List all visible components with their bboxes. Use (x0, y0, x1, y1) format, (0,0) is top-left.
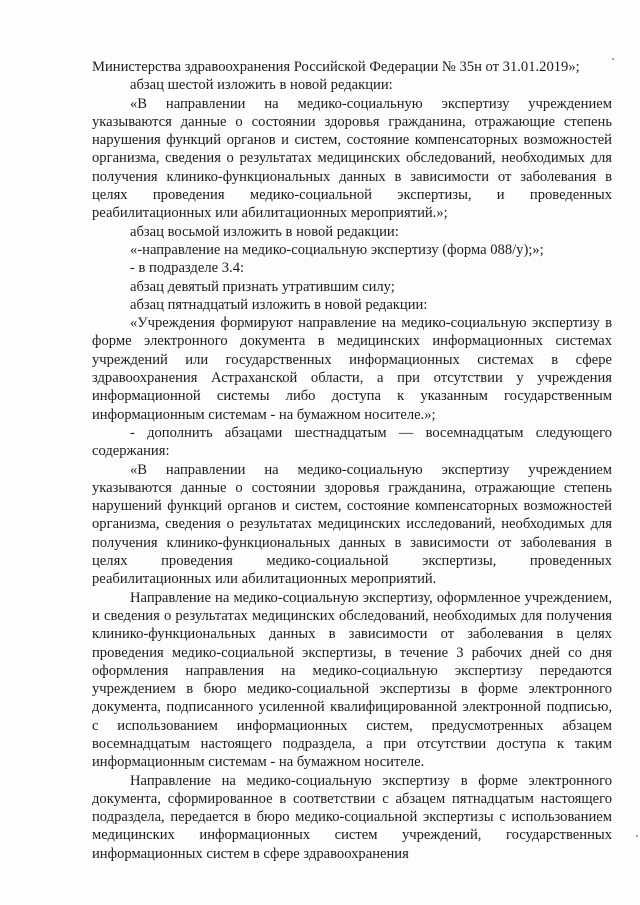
paragraph: Направление на медико-социальную экспертизу, оформленное учреждением, и сведения о результатах медицинских обследований, необходимых для получения клинико-функциональных данных в зависимости от заболевания в целях проведения медико-социальной экспертизы, в течение 3 рабочих дней со дня оформления направления на медико-социальную экспертизу передаются учреждением в бюро медико-социальной экспертизы в форме электронного документа, подписанного усиленной квалифицированной электронной подписью, с использованием информационных систем, предусмотренных абзацем восемнадцатым настоящего подраздела, а при отсутствии доступа к таким информационным системам - на бумажном носителе. (92, 589, 612, 771)
scan-speck (612, 58, 614, 60)
paragraph: абзац шестой изложить в новой редакции: (130, 77, 393, 94)
paragraph: «Учреждения формируют направление на медико-социальную экспертизу в форме электронного документа в медицинских информационных системах учреждений или государственных информационных системах в сфере здравоохранения Астраханской области, а при отсутствии у учреждения информационной системы либо доступа к указанным государственным информационным системам - на бумажном носителе.»; (92, 315, 612, 423)
paragraph: «В направлении на медико-социальную экспертизу учреждением указываются данные о состоянии здоровья гражданина, отражающие степень нарушения функций органов и систем, состояние компенсаторных возможностей организма, сведения о результатах медицинских обследований, необходимых для получения клинико-функциональных данных в зависимости от заболевания в целях проведения медико-социальной экспертизы, и проведенных реабилитационных или абилитационных мероприятий.»; (92, 95, 612, 222)
paragraph: «В направлении на медико-социальную экспертизу учреждением указываются данные о состоянии здоровья гражданина, отражающие степень нарушений функций органов и систем, состояние компенсаторных возможностей организма, сведения о результатах медицинских исследований, необходимых для получения клинико-функциональных данных в зависимости от заболевания в целях проведения медико-социальной экспертизы, проведенных реабилитационных или абилитационных мероприятий. (92, 461, 612, 588)
paragraph: Направление на медико-социальную экспертизу в форме электронного документа, сформированное в соответствии с абзацем пятнадцатым настоящего подраздела, передается в бюро медико-социальной экспертизы с использованием медицинских информационных систем учреждений, государственных информационных систем в сфере здравоохранения (92, 772, 612, 862)
paragraph: абзац пятнадцатый изложить в новой редакции: (130, 296, 428, 313)
scan-speck (636, 835, 638, 837)
paragraph: - в подразделе 3.4: (130, 260, 245, 277)
paragraph: «-направление на медико-социальную экспертизу (форма 088/у);»; (130, 241, 544, 258)
paragraph: Министерства здравоохранения Российской Федерации № 35н от 31.01.2019»; (92, 59, 580, 75)
paragraph: абзац восьмой изложить в новой редакции: (130, 223, 399, 240)
document-body (92, 58, 612, 863)
paragraph: - дополнить абзацами шестнадцатым — восемнадцатым следующего содержания: (92, 424, 612, 460)
paragraph: абзац девятый признать утратившим силу; (130, 278, 395, 295)
